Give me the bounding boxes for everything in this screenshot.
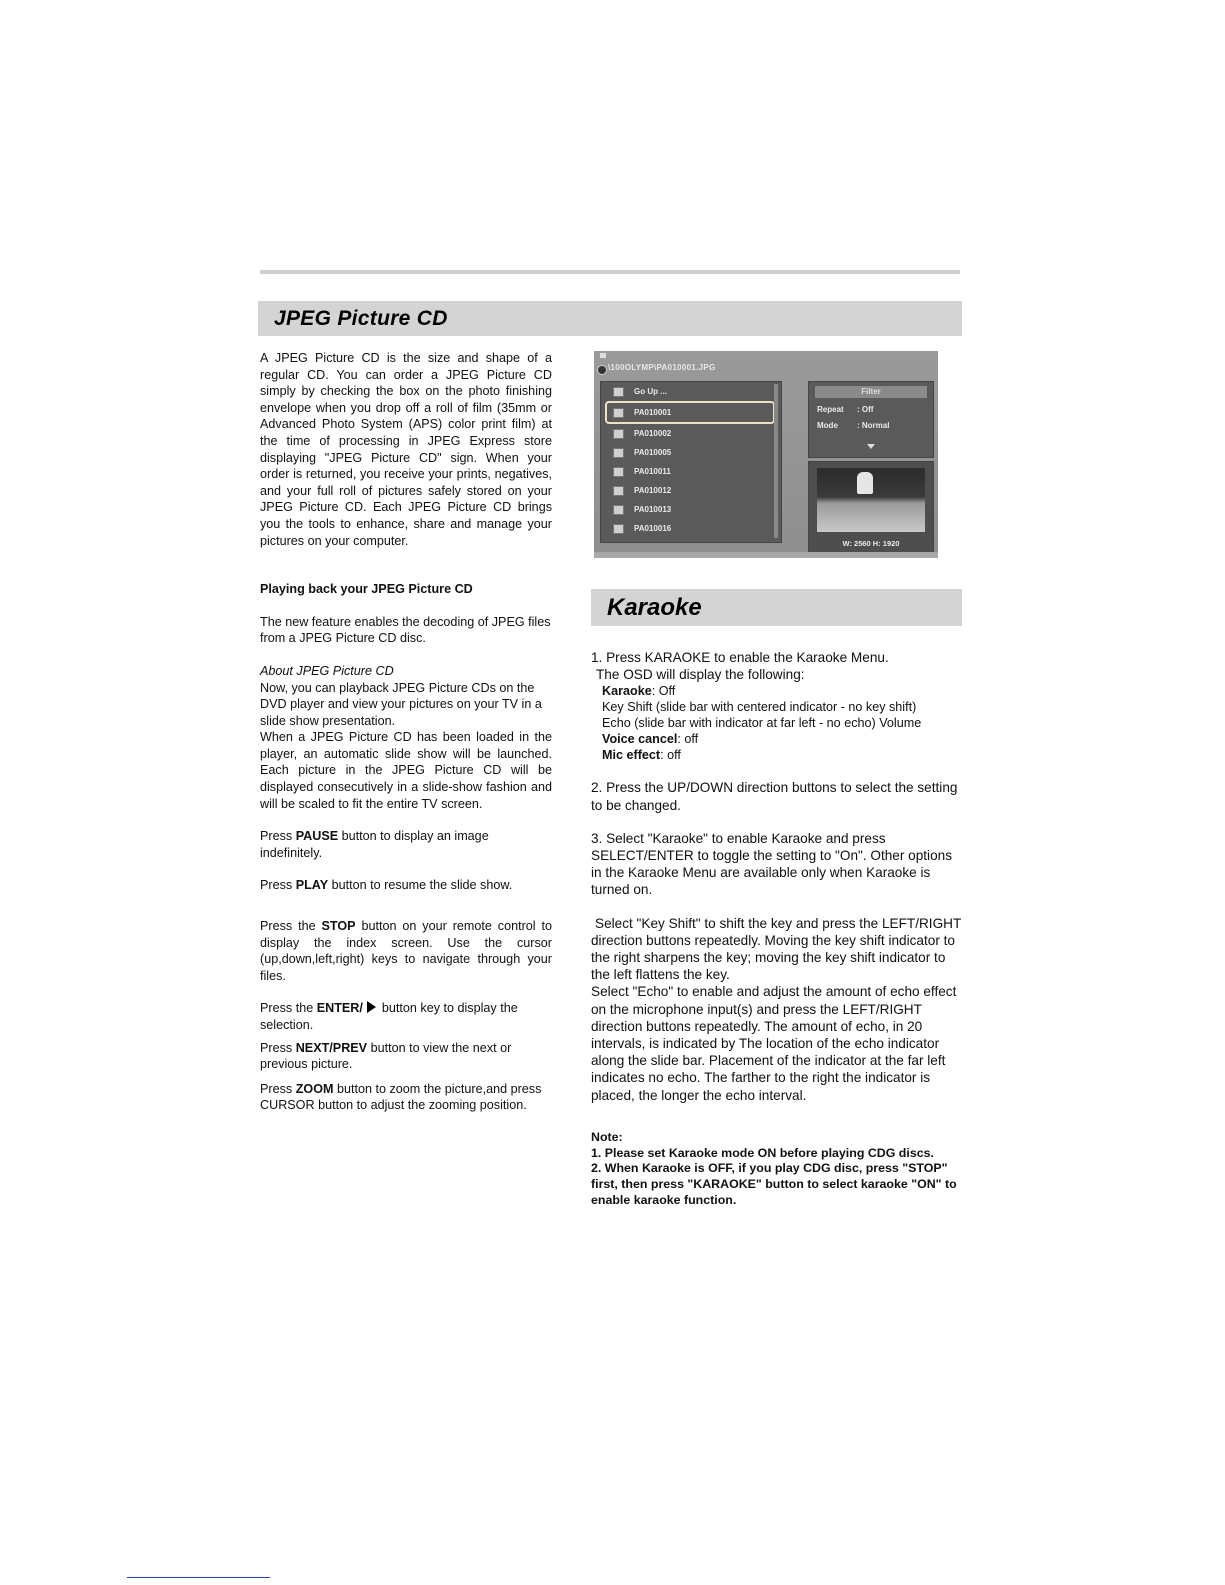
osd-file-row[interactable] xyxy=(601,424,781,443)
pause-pre: Press xyxy=(260,829,296,844)
next-key: NEXT/PREV xyxy=(295,1040,368,1055)
step1-line1: 1. Press KARAOKE to enable the Karaoke Menu. xyxy=(591,650,889,665)
osd-file-row[interactable] xyxy=(601,462,781,481)
pause-post: button to display an image indefinitely. xyxy=(260,829,489,860)
note-2: 2. When Karaoke is OFF, if you play CDG disc, press "STOP" first, then press "KARAOKE" button to select karaoke "ON" to enable karaoke function. xyxy=(591,1161,957,1208)
step2: 2. Press the UP/DOWN direction buttons to select the setting to be changed. xyxy=(591,780,958,813)
osd-mic-item xyxy=(591,747,966,763)
jpeg-browser-screenshot xyxy=(594,351,938,558)
pause-key: PAUSE xyxy=(295,829,339,844)
feature-text: The new feature enables the decoding of JPEG files from a JPEG Picture CD disc. xyxy=(260,614,551,646)
image-file-icon xyxy=(613,467,624,477)
osd-file-name: PA010016 xyxy=(634,524,672,533)
image-file-icon xyxy=(613,448,624,458)
osd-karaoke-item xyxy=(591,683,966,699)
zoom-key: ZOOM xyxy=(295,1081,334,1096)
playing-heading: Playing back your JPEG Picture CD xyxy=(260,582,473,597)
image-file-icon xyxy=(613,486,624,496)
about-text-1: Now, you can playback JPEG Picture CDs on the DVD player and view your pictures on your TV in a slide show presentation. xyxy=(260,680,542,728)
zoom-instruction xyxy=(260,1081,552,1114)
voice-value: : off xyxy=(677,732,699,747)
osd-file-name: PA010002 xyxy=(634,429,672,438)
chevron-down-icon[interactable] xyxy=(867,444,875,449)
enter-key: ENTER/ xyxy=(316,1001,363,1016)
osd-dimensions: W: 2560 H: 1920 xyxy=(842,539,900,548)
osd-mode-value: : Normal xyxy=(857,421,890,430)
enter-post: button key to display the selection. xyxy=(260,1001,518,1032)
karaoke-value: : Off xyxy=(651,684,676,699)
about-text-2: When a JPEG Picture CD has been loaded in the player, an automatic slide show will be launched. Each picture in the JPEG Picture CD will be displayed consecutively in a slide-show fashion and will be scaled to fit the entire TV screen. xyxy=(260,730,552,811)
image-file-icon xyxy=(613,429,624,439)
echo-paragraph: Select "Echo" to enable and adjust the amount of echo effect on the microphone input(s) and press the LEFT/RIGHT direction buttons repeatedly. The amount of echo, in 20 intervals, is indicated by The location of the echo indicator along the slide bar. Placement of the indicator at the far left indicates no echo. The farther to the right the indicator is placed, the longer the echo interval. xyxy=(591,984,957,1103)
stop-instruction xyxy=(260,918,552,984)
next-pre: Press xyxy=(260,1040,296,1055)
footer-rule xyxy=(127,1577,270,1578)
keyshift-paragraph: Select "Key Shift" to shift the key and press the LEFT/RIGHT direction buttons repeatedly. Moving the key shift indicator to the right sharpens the key; moving the key shift indicator to the left flattens the key. xyxy=(591,915,962,983)
next-post: button to view the next or previous picture. xyxy=(260,1040,512,1072)
osd-echo-item: Echo (slide bar with indicator at far left - no echo) Volume xyxy=(602,716,922,731)
jpeg-left-column xyxy=(260,350,552,1114)
note-title: Note: xyxy=(591,1129,623,1144)
osd-options-panel xyxy=(808,381,934,458)
jpeg-section-title: JPEG Picture CD xyxy=(274,306,448,330)
karaoke-section-title: Karaoke xyxy=(607,593,702,621)
osd-file-row[interactable] xyxy=(601,519,781,538)
osd-preview xyxy=(808,461,934,553)
zoom-post: button to zoom the picture,and press CURSOR button to adjust the zooming position. xyxy=(260,1081,542,1113)
osd-file-name: PA010013 xyxy=(634,505,672,514)
osd-scrollbar[interactable] xyxy=(774,384,778,538)
stop-pre: Press the xyxy=(260,919,322,934)
osd-file-name: PA010011 xyxy=(634,467,671,476)
image-file-icon xyxy=(613,505,624,515)
indicator-dot xyxy=(600,353,606,358)
step3: 3. Select "Karaoke" to enable Karaoke and press SELECT/ENTER to toggle the setting to "On". Other options in the Karaoke Menu are available only when Karaoke is turned on. xyxy=(591,830,952,898)
karaoke-label: Karaoke xyxy=(602,684,652,699)
enter-instruction xyxy=(260,1000,552,1033)
stop-key: STOP xyxy=(321,919,356,934)
osd-file-name: PA010005 xyxy=(634,448,672,457)
play-pre: Press xyxy=(260,878,296,893)
folder-icon xyxy=(613,387,624,397)
enter-pre: Press the xyxy=(260,1001,317,1016)
osd-repeat-value: : Off xyxy=(857,405,874,414)
osd-file-name: Go Up ... xyxy=(634,387,667,396)
top-divider xyxy=(260,270,960,274)
disc-icon xyxy=(597,365,607,375)
play-post: button to resume the slide show. xyxy=(328,878,513,893)
step1-line2: The OSD will display the following: xyxy=(596,667,805,683)
jpeg-section-header xyxy=(258,301,962,336)
osd-file-list xyxy=(600,381,782,543)
osd-file-row[interactable] xyxy=(601,481,781,500)
osd-mode-option[interactable] xyxy=(809,418,933,434)
note-1: 1. Please set Karaoke mode ON before playing CDG discs. xyxy=(591,1145,934,1160)
voice-label: Voice cancel xyxy=(602,732,678,747)
osd-file-row[interactable] xyxy=(601,500,781,519)
image-file-icon xyxy=(613,524,624,534)
play-instruction xyxy=(260,877,552,894)
osd-file-row[interactable] xyxy=(601,443,781,462)
osd-voice-item xyxy=(591,731,966,747)
karaoke-section-header xyxy=(591,589,962,626)
about-heading: About JPEG Picture CD xyxy=(260,663,394,678)
preview-thumbnail xyxy=(817,468,925,532)
osd-keyshift-item: Key Shift (slide bar with centered indicator - no key shift) xyxy=(602,700,917,715)
osd-file-name: PA010001 xyxy=(634,408,672,417)
jpeg-intro: A JPEG Picture CD is the size and shape of a regular CD. You can order a JPEG Picture CD simply by checking the box on the photo finishing envelope when you drop off a roll of film (35mm or Advanced Photo System (APS) color print film) at the time of processing in JPEG Express store displaying "JPEG Picture CD" sign. When your order is returned, you receive your prints, negatives, and your full roll of pictures safely stored on your JPEG Picture CD. Each JPEG Picture CD brings you the tools to enhance, share and manage your pictures on your computer. xyxy=(260,351,552,548)
osd-file-row-selected[interactable] xyxy=(605,401,775,424)
osd-file-name: PA010012 xyxy=(634,486,672,495)
osd-filter-header[interactable]: Filter xyxy=(815,386,927,398)
osd-repeat-option[interactable] xyxy=(809,402,933,418)
mic-label: Mic effect xyxy=(602,748,661,763)
osd-mode-label: Mode xyxy=(817,421,838,430)
zoom-pre: Press xyxy=(260,1081,296,1096)
osd-file-path: \100OLYMP\PA010001.JPG xyxy=(608,363,716,372)
osd-file-row[interactable] xyxy=(601,382,781,401)
play-arrow-icon xyxy=(367,1001,376,1013)
karaoke-right-column xyxy=(591,649,966,1209)
mic-value: : off xyxy=(660,748,681,763)
pause-instruction xyxy=(260,828,552,861)
stop-post: button on your remote control to display the index screen. Use the cursor (up,down,left,right) keys to navigate through your files. xyxy=(260,919,553,983)
next-prev-instruction xyxy=(260,1040,552,1073)
osd-repeat-label: Repeat xyxy=(817,405,844,414)
image-file-icon xyxy=(613,408,624,418)
play-key: PLAY xyxy=(295,878,329,893)
